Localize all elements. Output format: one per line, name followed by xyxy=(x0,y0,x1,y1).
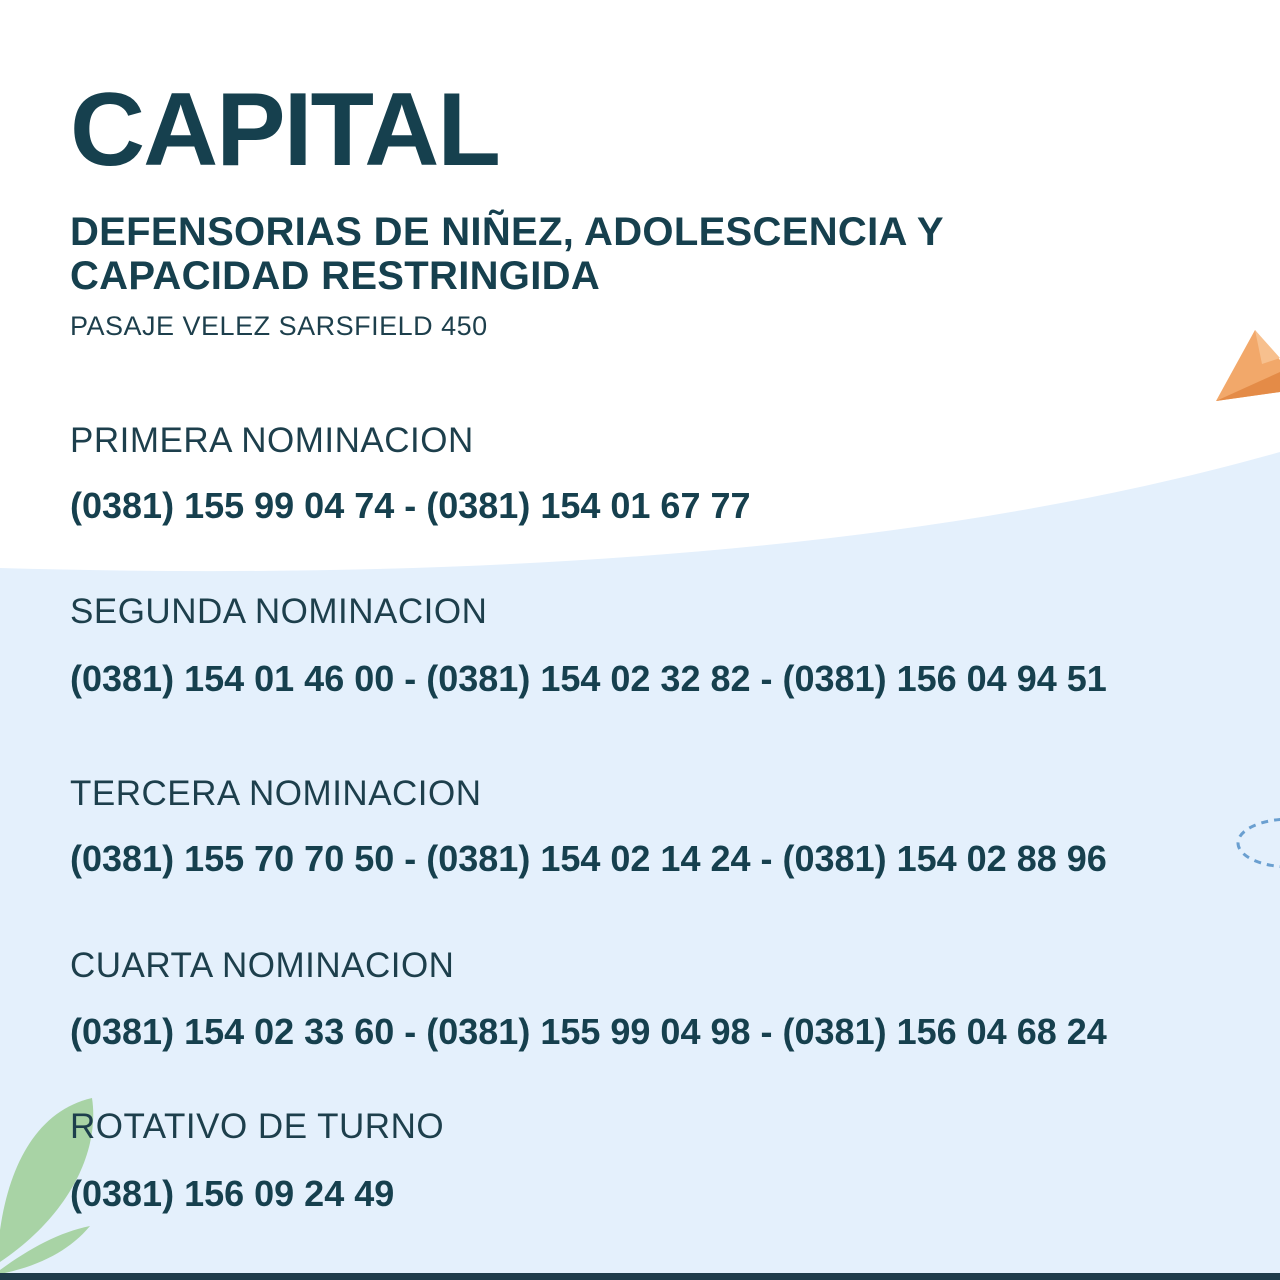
section-label-tercera: TERCERA NOMINACION xyxy=(70,774,482,813)
subtitle-line-2: CAPACIDAD RESTRINGIDA xyxy=(70,254,601,298)
section-label-cuarta: CUARTA NOMINACION xyxy=(70,946,455,985)
paper-plane-icon xyxy=(1216,330,1280,401)
phones-cuarta: (0381) 154 02 33 60 - (0381) 155 99 04 98 - (0381) 156 04 68 24 xyxy=(70,1011,1107,1052)
subtitle xyxy=(70,210,944,298)
section-label-primera: PRIMERA NOMINACION xyxy=(70,421,474,460)
address: PASAJE VELEZ SARSFIELD 450 xyxy=(70,311,488,341)
phones-rotativo: (0381) 156 09 24 49 xyxy=(70,1173,395,1214)
bottom-bar xyxy=(0,1273,1280,1280)
subtitle-line-1: DEFENSORIAS DE NIÑEZ, ADOLESCENCIA Y xyxy=(70,210,944,254)
section-label-rotativo: ROTATIVO DE TURNO xyxy=(70,1107,445,1146)
phones-tercera: (0381) 155 70 70 50 - (0381) 154 02 14 24 - (0381) 154 02 88 96 xyxy=(70,838,1107,879)
phones-segunda: (0381) 154 01 46 00 - (0381) 154 02 32 82 - (0381) 156 04 94 51 xyxy=(70,658,1107,699)
section-label-segunda: SEGUNDA NOMINACION xyxy=(70,592,488,631)
page-title: CAPITAL xyxy=(70,72,499,188)
phones-primera: (0381) 155 99 04 74 - (0381) 154 01 67 77 xyxy=(70,485,751,526)
